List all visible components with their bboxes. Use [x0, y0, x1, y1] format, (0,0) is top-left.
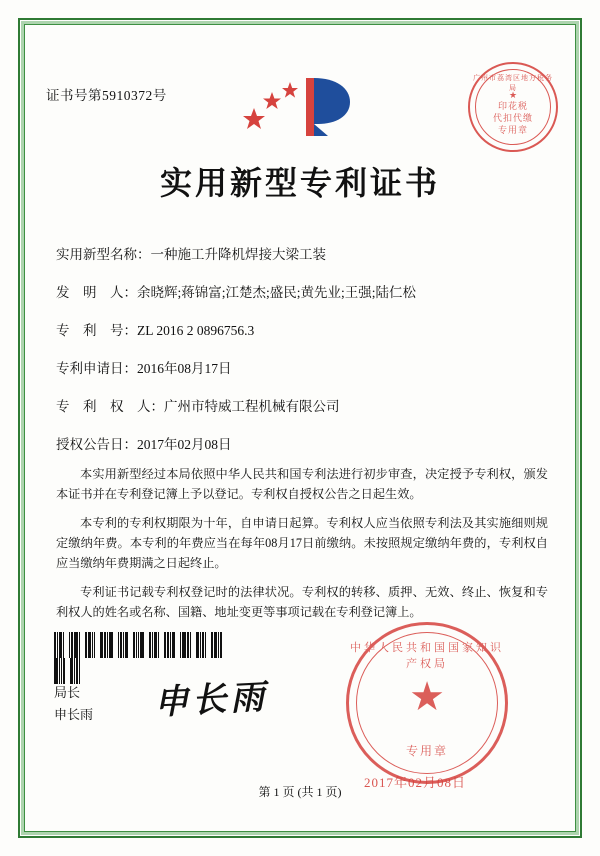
office-seal-date: 2017年02月08日 [364, 775, 467, 790]
field-label-grant-date: 授权公告日： [56, 437, 137, 452]
office-seal-star-icon: ★ [409, 674, 445, 719]
field-row-name [56, 236, 554, 274]
field-label-patentee: 专 利 权 人： [56, 399, 164, 414]
field-row-patent-number [56, 312, 554, 350]
field-value-inventors: 余晓辉;蒋锦富;江楚杰;盛民;黄先业;王强;陆仁松 [137, 285, 417, 300]
tax-stamp-center-text: 印花税 代扣代缴 专用章 [492, 101, 533, 135]
field-value-name: 一种施工升降机焊接大梁工装 [150, 247, 326, 262]
tax-stamp-star-icon: ★ [508, 90, 518, 100]
handwritten-signature: 申长雨 [153, 677, 270, 723]
signature-title: 局长 [54, 685, 81, 700]
certificate-number: 证书号第5910372号 [46, 88, 167, 103]
field-value-application-date: 2016年08月17日 [137, 361, 232, 376]
cnipa-logo-icon [240, 64, 360, 148]
field-row-patentee [56, 388, 554, 426]
barcode [54, 632, 224, 658]
certificate-content [46, 46, 554, 810]
office-seal [346, 622, 508, 784]
signature-name: 申长雨 [54, 707, 94, 722]
field-row-inventors [56, 274, 554, 312]
legal-text-block [56, 464, 548, 631]
page-title: 实用新型专利证书 [159, 164, 440, 202]
field-label-inventors: 发 明 人： [56, 285, 137, 300]
field-row-application-date [56, 350, 554, 388]
field-label-patent-number: 专 利 号： [56, 323, 137, 338]
field-value-grant-date: 2017年02月08日 [137, 437, 232, 452]
field-value-patent-number: ZL 2016 2 0896756.3 [137, 323, 255, 338]
field-label-application-date: 专利申请日： [56, 361, 137, 376]
field-value-patentee: 广州市特威工程机械有限公司 [164, 399, 340, 414]
office-seal-arc-bottom: 专用章 [405, 744, 448, 758]
field-row-grant-date [56, 426, 554, 464]
tax-stamp-arc-text: 广州市荔湾区地方税务局 [473, 74, 553, 92]
office-seal-arc-top: 中华人民共和国国家知识产权局 [350, 642, 504, 670]
legal-paragraph-3: 专利证书记载专利权登记时的法律状况。专利权的转移、质押、无效、终止、恢复和专利权人的姓名或名称、国籍、地址变更等事项记载在专利登记簿上。 [56, 585, 548, 619]
legal-paragraph-1: 本实用新型经过本局依照中华人民共和国专利法进行初步审查，决定授予专利权，颁发本证书并在专利登记簿上予以登记。专利权自授权公告之日起生效。 [56, 467, 548, 501]
signature-block [54, 682, 93, 726]
field-list [56, 236, 554, 464]
legal-paragraph-2: 本专利的专利权期限为十年，自申请日起算。专利权人应当依照专利法及其实施细则规定缴纳年费。本专利的年费应当在每年08月17日前缴纳。未按照规定缴纳年费的，专利权自应当缴纳年费期满之日起终止。 [56, 516, 548, 570]
tax-stamp-seal [468, 62, 558, 152]
page-footer: 第 1 页 (共 1 页) [258, 785, 342, 799]
field-label-name: 实用新型名称： [56, 247, 151, 262]
